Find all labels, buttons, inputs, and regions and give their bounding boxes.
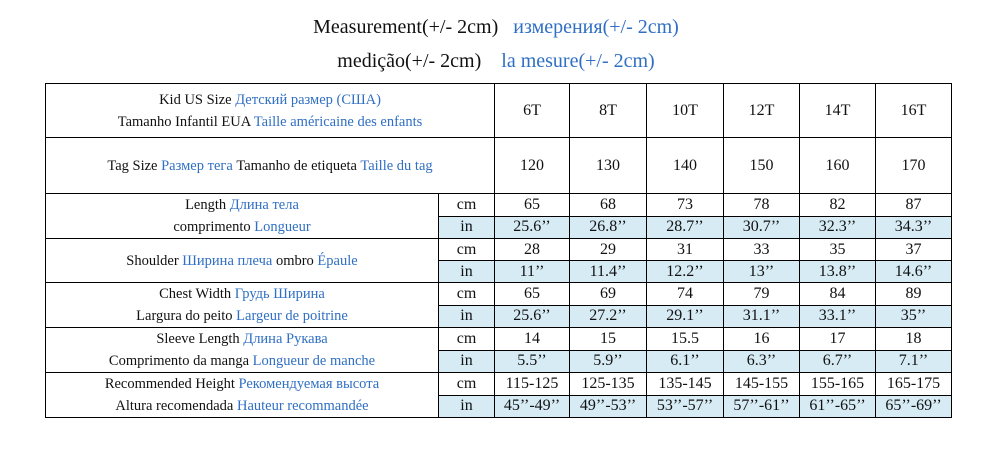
- unit-cm-label: cm: [439, 328, 495, 351]
- sleeve-in-cell: 5.5’’: [495, 350, 570, 373]
- tag-size-header: [46, 138, 495, 194]
- length-in-cell: 30.7’’: [724, 216, 800, 239]
- chest-cm-cell: 65: [495, 283, 570, 306]
- shoulder-in-cell: 11.4’’: [570, 261, 647, 283]
- height-in-cell: 61’’-65’’: [800, 395, 876, 418]
- unit-in-label: in: [439, 350, 495, 373]
- sleeve-en: Sleeve Length: [156, 331, 240, 347]
- shoulder-cm-cell: 37: [876, 239, 952, 261]
- unit-cm-label: cm: [439, 239, 495, 261]
- height-cm-cell: 145-155: [724, 373, 800, 396]
- table-row-height-cm: [46, 373, 952, 396]
- shoulder-pt: ombro: [275, 252, 314, 269]
- height-cm-cell: 135-145: [647, 373, 724, 396]
- length-in-cell: 34.3’’: [876, 216, 952, 239]
- shoulder-cm-cell: 31: [647, 239, 724, 261]
- table-row-shoulder-cm: [46, 239, 952, 261]
- kid-size-fr: Taille américaine des enfants: [253, 113, 423, 130]
- chest-in-cell: 27.2’’: [570, 305, 647, 328]
- shoulder-cm-cell: 29: [570, 239, 647, 261]
- tag-size-en: Tag Size: [107, 157, 158, 174]
- table-row-kid-size: [46, 84, 952, 138]
- table-row-chest-cm: [46, 283, 952, 306]
- kid-size-ru: Детский размер (США): [235, 91, 381, 108]
- length-cm-cell: 82: [800, 194, 876, 217]
- shoulder-cm-cell: 35: [800, 239, 876, 261]
- chest-cm-cell: 74: [647, 283, 724, 306]
- unit-cm-label: cm: [439, 283, 495, 306]
- size-cell: 10T: [647, 84, 724, 138]
- shoulder-header: [46, 239, 439, 283]
- tag-size-fr: Taille du tag: [360, 157, 433, 174]
- chest-pt: Largura do peito: [136, 308, 233, 324]
- length-ru: Длина тела: [229, 197, 299, 213]
- sleeve-in-cell: 6.1’’: [647, 350, 724, 373]
- height-cm-cell: 115-125: [495, 373, 570, 396]
- size-cell: 16T: [876, 84, 952, 138]
- unit-cm-label: cm: [439, 373, 495, 396]
- height-cm-cell: 155-165: [800, 373, 876, 396]
- chest-cm-cell: 79: [724, 283, 800, 306]
- length-cm-cell: 78: [724, 194, 800, 217]
- sleeve-in-cell: 5.9’’: [570, 350, 647, 373]
- tag-cell: 160: [800, 138, 876, 194]
- unit-in-label: in: [439, 395, 495, 418]
- shoulder-ru: Ширина плеча: [182, 252, 273, 269]
- kid-size-en: Kid US Size: [159, 91, 232, 108]
- title-measurement-pt: medição(+/- 2cm): [337, 50, 482, 72]
- kid-size-header: [46, 84, 495, 138]
- kid-size-pt: Tamanho Infantil EUA: [117, 113, 251, 130]
- size-cell: 12T: [724, 84, 800, 138]
- size-cell: 8T: [570, 84, 647, 138]
- sleeve-in-cell: 6.7’’: [800, 350, 876, 373]
- tag-cell: 140: [647, 138, 724, 194]
- shoulder-cm-cell: 28: [495, 239, 570, 261]
- height-cm-cell: 165-175: [876, 373, 952, 396]
- height-in-cell: 53’’-57’’: [647, 395, 724, 418]
- chest-fr: Largeur de poitrine: [236, 308, 348, 324]
- size-cell: 14T: [800, 84, 876, 138]
- length-in-cell: 25.6’’: [495, 216, 570, 239]
- chest-in-cell: 25.6’’: [495, 305, 570, 328]
- length-fr: Longueur: [254, 219, 311, 235]
- sleeve-ru: Длина Рукава: [243, 331, 328, 347]
- tag-cell: 120: [495, 138, 570, 194]
- shoulder-in-cell: 13’’: [724, 261, 800, 283]
- chest-in-cell: 31.1’’: [724, 305, 800, 328]
- shoulder-in-cell: 13.8’’: [800, 261, 876, 283]
- length-cm-cell: 68: [570, 194, 647, 217]
- size-table: [45, 83, 952, 418]
- chest-in-cell: 33.1’’: [800, 305, 876, 328]
- sleeve-fr: Longueur de manche: [252, 353, 376, 369]
- title-measurement-en: Measurement(+/- 2cm): [313, 16, 499, 38]
- tag-size-ru: Размер тега: [161, 157, 233, 174]
- height-fr: Hauteur recommandée: [236, 398, 369, 414]
- height-pt: Altura recomendada: [115, 398, 234, 414]
- unit-in-label: in: [439, 261, 495, 283]
- height-in-cell: 49’’-53’’: [570, 395, 647, 418]
- chest-in-cell: 29.1’’: [647, 305, 724, 328]
- chest-in-cell: 35’’: [876, 305, 952, 328]
- title-measurement-fr: la mesure(+/- 2cm): [501, 50, 655, 72]
- sleeve-cm-cell: 18: [876, 328, 952, 351]
- shoulder-cm-cell: 33: [724, 239, 800, 261]
- chest-ru: Грудь Ширина: [234, 286, 325, 302]
- sleeve-in-cell: 6.3’’: [724, 350, 800, 373]
- length-en: Length: [185, 197, 227, 213]
- unit-in-label: in: [439, 216, 495, 239]
- height-header: [46, 373, 439, 418]
- shoulder-en: Shoulder: [126, 252, 179, 269]
- tag-cell: 130: [570, 138, 647, 194]
- sleeve-cm-cell: 16: [724, 328, 800, 351]
- length-pt: comprimento: [173, 219, 251, 235]
- title-line-1: [0, 16, 992, 39]
- length-cm-cell: 73: [647, 194, 724, 217]
- height-in-cell: 45’’-49’’: [495, 395, 570, 418]
- height-in-cell: 57’’-61’’: [724, 395, 800, 418]
- title-line-2: [0, 50, 992, 73]
- tag-size-pt: Tamanho de etiqueta: [236, 157, 357, 174]
- table-row-length-cm: [46, 194, 952, 217]
- length-in-cell: 26.8’’: [570, 216, 647, 239]
- sleeve-cm-cell: 17: [800, 328, 876, 351]
- sleeve-in-cell: 7.1’’: [876, 350, 952, 373]
- unit-in-label: in: [439, 305, 495, 328]
- chest-en: Chest Width: [159, 286, 232, 302]
- length-in-cell: 32.3’’: [800, 216, 876, 239]
- length-header: [46, 194, 439, 239]
- unit-cm-label: cm: [439, 194, 495, 217]
- chest-header: [46, 283, 439, 328]
- sleeve-pt: Comprimento da manga: [108, 353, 250, 369]
- chest-cm-cell: 69: [570, 283, 647, 306]
- chest-cm-cell: 84: [800, 283, 876, 306]
- title-measurement-ru: измерения(+/- 2cm): [513, 16, 679, 38]
- tag-cell: 150: [724, 138, 800, 194]
- height-cm-cell: 125-135: [570, 373, 647, 396]
- table-row-sleeve-cm: [46, 328, 952, 351]
- sleeve-cm-cell: 15: [570, 328, 647, 351]
- height-en: Recommended Height: [104, 376, 235, 392]
- shoulder-in-cell: 14.6’’: [876, 261, 952, 283]
- size-cell: 6T: [495, 84, 570, 138]
- sleeve-header: [46, 328, 439, 373]
- length-cm-cell: 65: [495, 194, 570, 217]
- shoulder-fr: Épaule: [317, 252, 358, 269]
- shoulder-in-cell: 12.2’’: [647, 261, 724, 283]
- table-row-tag-size: [46, 138, 952, 194]
- length-in-cell: 28.7’’: [647, 216, 724, 239]
- sleeve-cm-cell: 14: [495, 328, 570, 351]
- height-ru: Рекомендуемая высота: [238, 376, 380, 392]
- length-cm-cell: 87: [876, 194, 952, 217]
- tag-cell: 170: [876, 138, 952, 194]
- shoulder-in-cell: 11’’: [495, 261, 570, 283]
- height-in-cell: 65’’-69’’: [876, 395, 952, 418]
- chest-cm-cell: 89: [876, 283, 952, 306]
- sleeve-cm-cell: 15.5: [647, 328, 724, 351]
